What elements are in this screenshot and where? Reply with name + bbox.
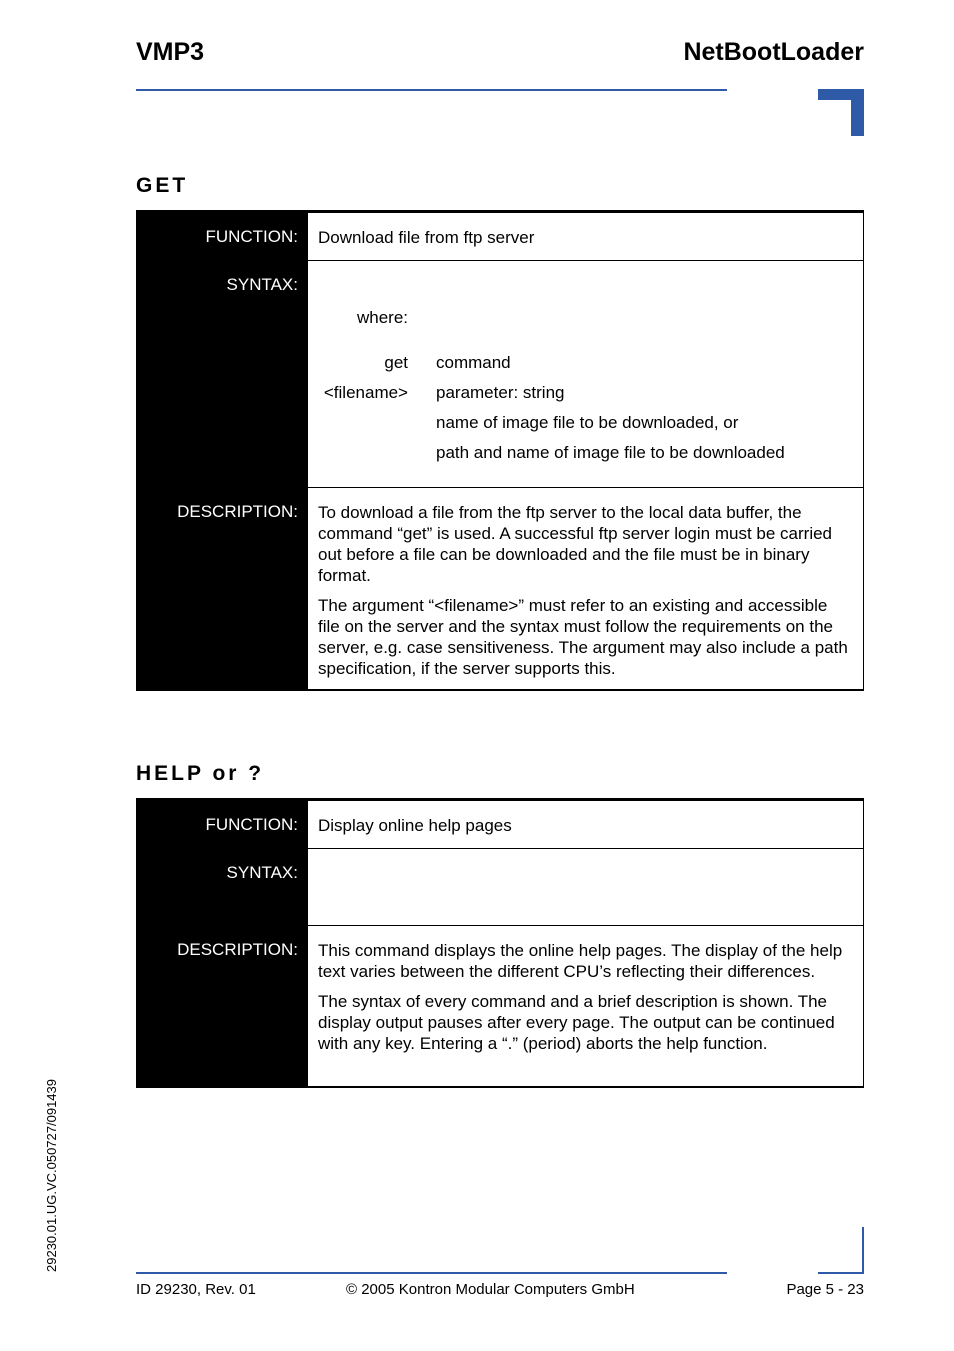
description-cell bbox=[308, 488, 864, 689]
section-title-help: HELP or ? bbox=[136, 762, 265, 785]
description-paragraph: To download a file from the ftp server to the local data buffer, the command “get” is used. A successful ftp server login must be carried out before a file can be downloaded and the file must be in binary format. bbox=[318, 503, 833, 585]
syntax-param-row bbox=[318, 377, 853, 407]
section-title-get: GET bbox=[136, 174, 189, 197]
syntax-label: SYNTAX: bbox=[136, 261, 308, 488]
function-text: Display online help pages bbox=[308, 801, 864, 849]
description-row bbox=[136, 488, 864, 689]
description-paragraph: The syntax of every command and a brief description is shown. The display output pauses after every page. The output can be continued with any key. Entering a “.” (period) aborts the help function. bbox=[318, 992, 835, 1053]
header-title-left: VMP3 bbox=[136, 38, 205, 66]
syntax-param-row bbox=[318, 437, 853, 467]
syntax-cell bbox=[308, 261, 864, 488]
syntax-row bbox=[136, 849, 864, 926]
footer-page-number: Page 5 - 23 bbox=[786, 1281, 864, 1298]
function-row bbox=[136, 213, 864, 261]
description-cell bbox=[308, 926, 864, 1086]
syntax-param-key: get bbox=[384, 352, 408, 372]
function-label: FUNCTION: bbox=[136, 213, 308, 261]
where-line bbox=[318, 307, 853, 347]
syntax-row bbox=[136, 261, 864, 488]
description-label: DESCRIPTION: bbox=[136, 926, 308, 1086]
syntax-param-row bbox=[318, 407, 853, 437]
function-label: FUNCTION: bbox=[136, 801, 308, 849]
syntax-param-value: name of image file to be downloaded, or bbox=[436, 412, 739, 432]
footer-rule bbox=[136, 1272, 727, 1274]
syntax-label: SYNTAX: bbox=[136, 849, 308, 926]
description-row bbox=[136, 926, 864, 1086]
description-paragraph: The argument “<filename>” must refer to an existing and accessible file on the server and the syntax must follow the requirements on the server, e.g. case sensitiveness. The argument may also include a path specification, if the server supports this. bbox=[318, 596, 848, 678]
footer-copyright: © 2005 Kontron Modular Computers GmbH bbox=[346, 1281, 635, 1298]
footer-id: ID 29230, Rev. 01 bbox=[136, 1281, 256, 1298]
document-id-vertical: 29230.01.UG.VC.050727/091439 bbox=[44, 1079, 59, 1272]
function-text: Download file from ftp server bbox=[308, 213, 864, 261]
description-paragraph: This command displays the online help pages. The display of the help text varies between the different CPU’s reflecting their differences. bbox=[318, 941, 843, 981]
syntax-cell bbox=[308, 849, 864, 926]
syntax-param-value: path and name of image file to be downloaded bbox=[436, 442, 785, 462]
syntax-param-row bbox=[318, 347, 853, 377]
where-label: where: bbox=[356, 308, 408, 327]
command-table-get bbox=[136, 210, 864, 691]
description-label: DESCRIPTION: bbox=[136, 488, 308, 689]
syntax-param-key: <filename> bbox=[323, 382, 408, 402]
command-table-help bbox=[136, 798, 864, 1088]
syntax-param-value: parameter: string bbox=[436, 382, 565, 402]
header-rule bbox=[136, 89, 727, 91]
header-title-right: NetBootLoader bbox=[683, 38, 864, 66]
function-row bbox=[136, 801, 864, 849]
syntax-param-value: command bbox=[436, 352, 511, 372]
